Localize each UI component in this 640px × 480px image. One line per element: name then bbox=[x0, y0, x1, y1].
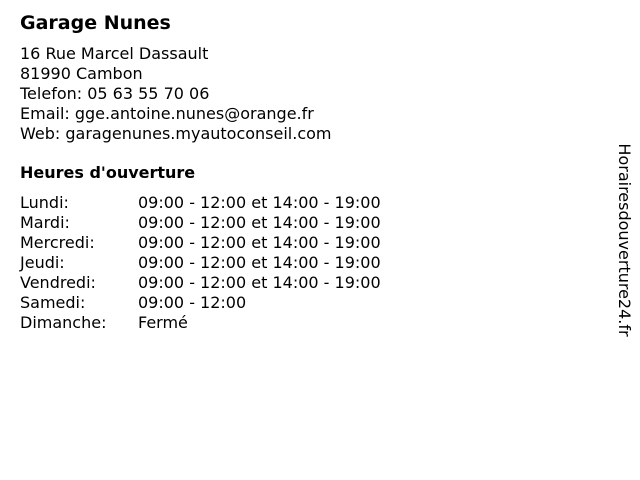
hours-row-jeudi bbox=[20, 253, 600, 273]
day-hours: 09:00 - 12:00 et 14:00 - 19:00 bbox=[138, 273, 381, 292]
business-name: Garage Nunes bbox=[20, 12, 171, 34]
contact-block bbox=[20, 44, 600, 144]
hours-row-lundi bbox=[20, 193, 600, 213]
website-line: Web: garagenunes.myautoconseil.com bbox=[20, 124, 332, 143]
business-card bbox=[20, 10, 600, 333]
address-street: 16 Rue Marcel Dassault bbox=[20, 44, 209, 63]
watermark-site-name: Horairesdouverture24.fr bbox=[615, 143, 634, 337]
day-hours: 09:00 - 12:00 et 14:00 - 19:00 bbox=[138, 193, 381, 212]
day-label: Samedi: bbox=[20, 293, 86, 312]
day-label: Lundi: bbox=[20, 193, 69, 212]
day-hours: 09:00 - 12:00 et 14:00 - 19:00 bbox=[138, 253, 381, 272]
hours-row-dimanche bbox=[20, 313, 600, 333]
hours-heading: Heures d'ouverture bbox=[20, 163, 196, 182]
email-line: Email: gge.antoine.nunes@orange.fr bbox=[20, 104, 314, 123]
day-label: Dimanche: bbox=[20, 313, 107, 332]
day-label: Jeudi: bbox=[20, 253, 65, 272]
hours-row-samedi bbox=[20, 293, 600, 313]
day-label: Mercredi: bbox=[20, 233, 95, 252]
hours-row-mardi bbox=[20, 213, 600, 233]
day-hours: 09:00 - 12:00 et 14:00 - 19:00 bbox=[138, 233, 381, 252]
day-label: Vendredi: bbox=[20, 273, 96, 292]
day-hours: 09:00 - 12:00 et 14:00 - 19:00 bbox=[138, 213, 381, 232]
day-label: Mardi: bbox=[20, 213, 70, 232]
hours-row-mercredi bbox=[20, 233, 600, 253]
day-hours: 09:00 - 12:00 bbox=[138, 293, 247, 312]
phone-line: Telefon: 05 63 55 70 06 bbox=[20, 84, 210, 103]
hours-table bbox=[20, 193, 600, 333]
address-city: 81990 Cambon bbox=[20, 64, 143, 83]
day-hours: Fermé bbox=[138, 313, 188, 332]
hours-row-vendredi bbox=[20, 273, 600, 293]
